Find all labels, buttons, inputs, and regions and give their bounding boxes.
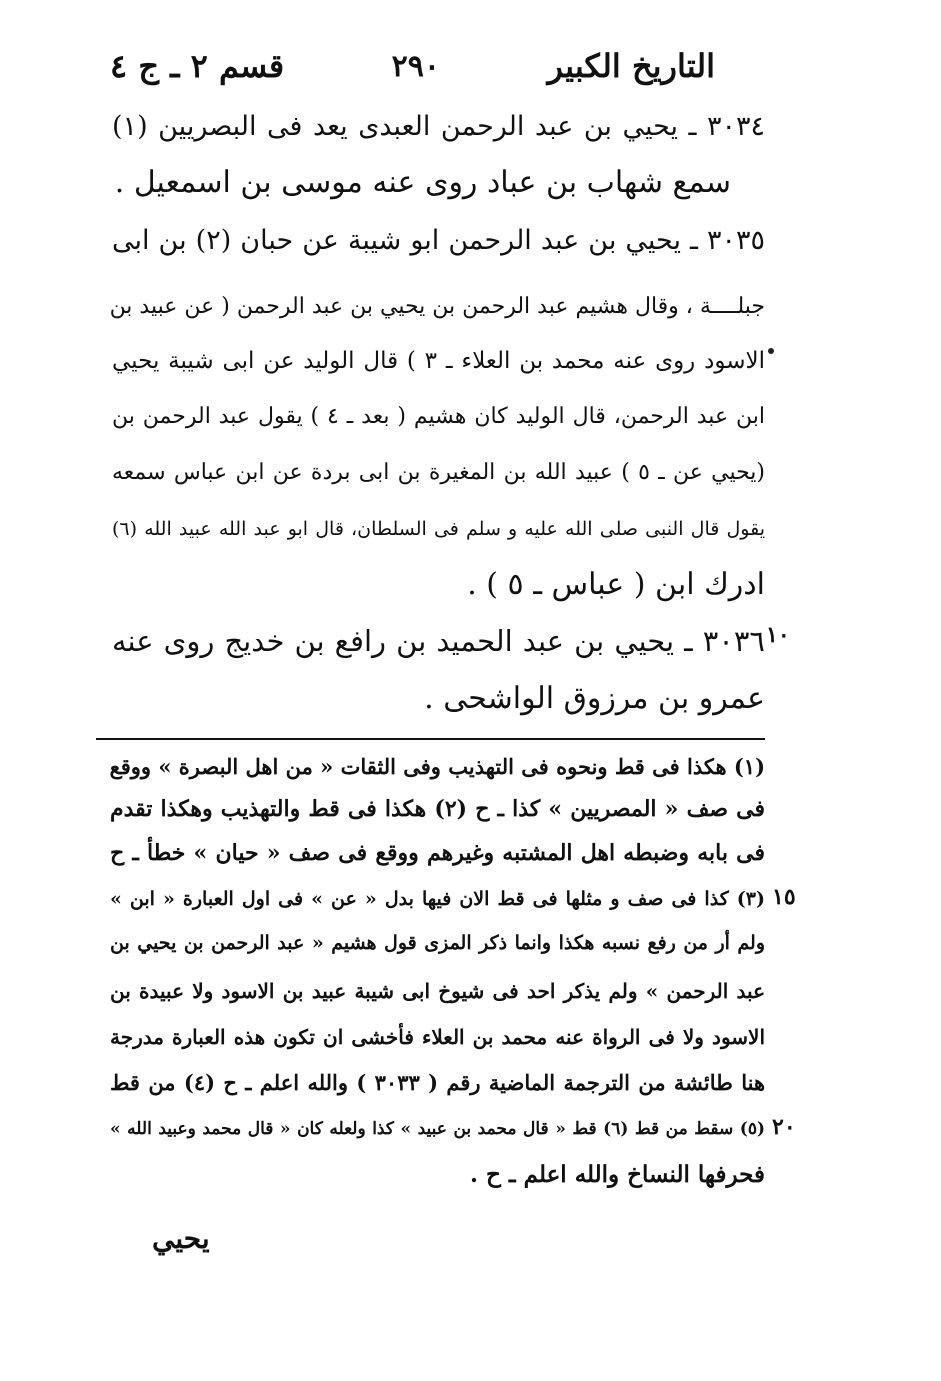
footnote-line-4: (٣) كذا فى صف و مثلها فى قط الان فيها بدل « عن » فى اول العبارة « ابن »	[110, 888, 765, 910]
footnote-line-8: هنا طائشة من الترجمة الماضية رقم ( ٣٠٣٣ ) والله اعلم ـ ح (٤) من قط	[110, 1070, 766, 1095]
entry-3035-line-3: الاسود روى عنه محمد بن العلاء ـ ٣ ) قال الوليد عن ابى شيبة يحيي	[112, 348, 765, 374]
footnote-line-3: فى بابه وضبطه اهل المشتبه وغيرهم ووقع فى صف « حيان » خطأ ـ ح	[110, 840, 765, 866]
footnote-line-6: عبد الرحمن » ولم يذكر احد فى شيوخ ابى شيبة عبيد بن الاسود ولا عبيدة بن	[110, 979, 765, 1003]
footnote-divider	[96, 738, 765, 740]
footnote-line-7: الاسود ولا فى الرواة عنه محمد بن العلاء فأخشى ان تكون هذه العبارة مدرجة	[110, 1025, 765, 1049]
entry-3035-line-6: يقول قال النبى صلى الله عليه و سلم فى السلطان، قال ابو عبد الله عبيد الله (٦)	[112, 518, 765, 540]
footnote-line-5: ولم أر من رفع نسبه هكذا وانما ذكر المزى قول هشيم « عبد الرحمن بن يحيي بن	[110, 932, 765, 954]
catchword: يحيي	[152, 1222, 210, 1255]
footnote-line-1: (١) هكذا فى قط ونحوه فى التهذيب وفى الثقات « من اهل البصرة » ووقع	[109, 754, 765, 779]
book-title: التاريخ الكبير	[547, 47, 715, 85]
entry-3035-line-1: ٣٠٣٥ ـ يحيي بن عبد الرحمن ابو شيبة عن حبان (٢) بن ابى	[112, 225, 765, 256]
footnote-line-10: فحرفها النساخ والله اعلم ـ ح .	[470, 1161, 765, 1188]
entry-3035-line-5: (يحيي عن ـ ٥ ) عبيد الله بن المغيرة بن ابى بردة عن ابن عباس سمعه	[112, 460, 765, 485]
footnote-line-9: (٥) سقط من قط (٦) قط « قال محمد بن عبيد » كذا ولعله كان « قال محمد وعبيد الله »	[110, 1119, 765, 1139]
entry-3034-line-2: سمع شهاب بن عباد روى عنه موسى بن اسمعيل .	[114, 165, 731, 200]
entry-3035-line-2: جبلــــة ، وقال هشيم عبد الرحمن بن يحيي بن عبد الرحمن ( عن عبيد بن	[109, 294, 765, 319]
line-number-10: ١٠	[766, 622, 790, 648]
margin-dot	[768, 348, 774, 354]
page-header	[110, 42, 715, 90]
footnote-line-2: فى صف « المصريين » كذا ـ ح (٢) هكذا فى قط والتهذيب وهكذا تقدم	[110, 796, 766, 822]
entry-3036-line-2: عمرو بن مرزوق الواشحى .	[424, 681, 765, 716]
entry-3034-line-1: ٣٠٣٤ ـ يحيي بن عبد الرحمن العبدى يعد فى البصريين (١)	[112, 111, 765, 142]
section-label: قسم ٢ ـ ج ٤	[110, 47, 285, 85]
entry-3036-line-1: ٣٠٣٦ ـ يحيي بن عبد الحميد بن رافع بن خديج روى عنه	[112, 624, 765, 658]
entry-3035-line-7: ادرك ابن ( عباس ـ ٥ ) .	[467, 567, 765, 602]
footnote-line-number-20: ٢٠	[772, 1114, 796, 1140]
entry-3035-line-4: ابن عبد الرحمن، قال الوليد كان هشيم ( بعد ـ ٤ ) يقول عبد الرحمن بن	[112, 404, 765, 429]
page-number: ٢٩٠	[391, 48, 440, 84]
footnote-line-number-15: ١٥	[772, 884, 796, 910]
